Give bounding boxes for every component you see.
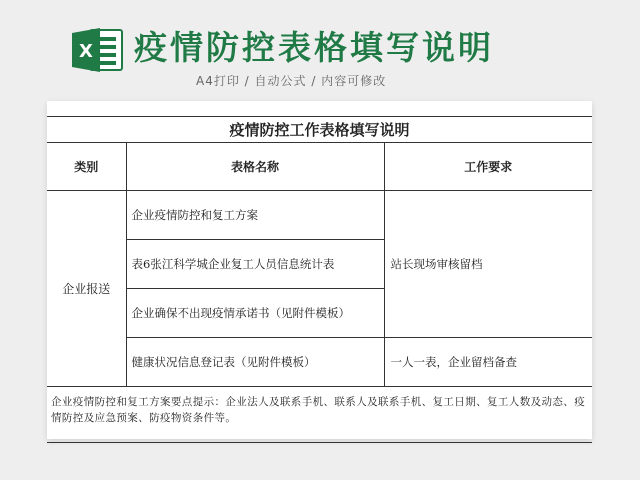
header (0, 0, 640, 100)
spreadsheet-table (47, 116, 592, 443)
page-subtitle: A4打印 / 自动公式 / 内容可修改 (196, 74, 387, 88)
form-name-cell: 企业确保不出现疫情承诺书（见附件模板） (126, 289, 384, 338)
form-name-cell: 表6张江科学城企业复工人员信息统计表 (126, 240, 384, 289)
form-name-cell: 企业疫情防控和复工方案 (126, 191, 384, 240)
notes-cell: 企业疫情防控和复工方案要点提示：企业法人及联系手机、联系人及联系手机、复工日期、复工人数及动态、疫情防控及应急预案、防疫物资条件等。 (47, 387, 592, 443)
excel-icon-letter: X (79, 41, 93, 62)
document-sheet (47, 101, 592, 439)
form-name-cell: 健康状况信息登记表（见附件模板） (126, 338, 384, 387)
sheet-title: 疫情防控工作表格填写说明 (47, 117, 592, 143)
page-title: 疫情防控表格填写说明 (134, 28, 494, 67)
header-category: 类别 (47, 143, 126, 191)
category-cell: 企业报送 (47, 191, 126, 387)
excel-icon (70, 27, 124, 73)
header-requirement: 工作要求 (384, 143, 592, 191)
requirement-cell: 站长现场审核留档 (384, 191, 592, 338)
header-form-name: 表格名称 (126, 143, 384, 191)
requirement-cell: 一人一表，企业留档备查 (384, 338, 592, 387)
